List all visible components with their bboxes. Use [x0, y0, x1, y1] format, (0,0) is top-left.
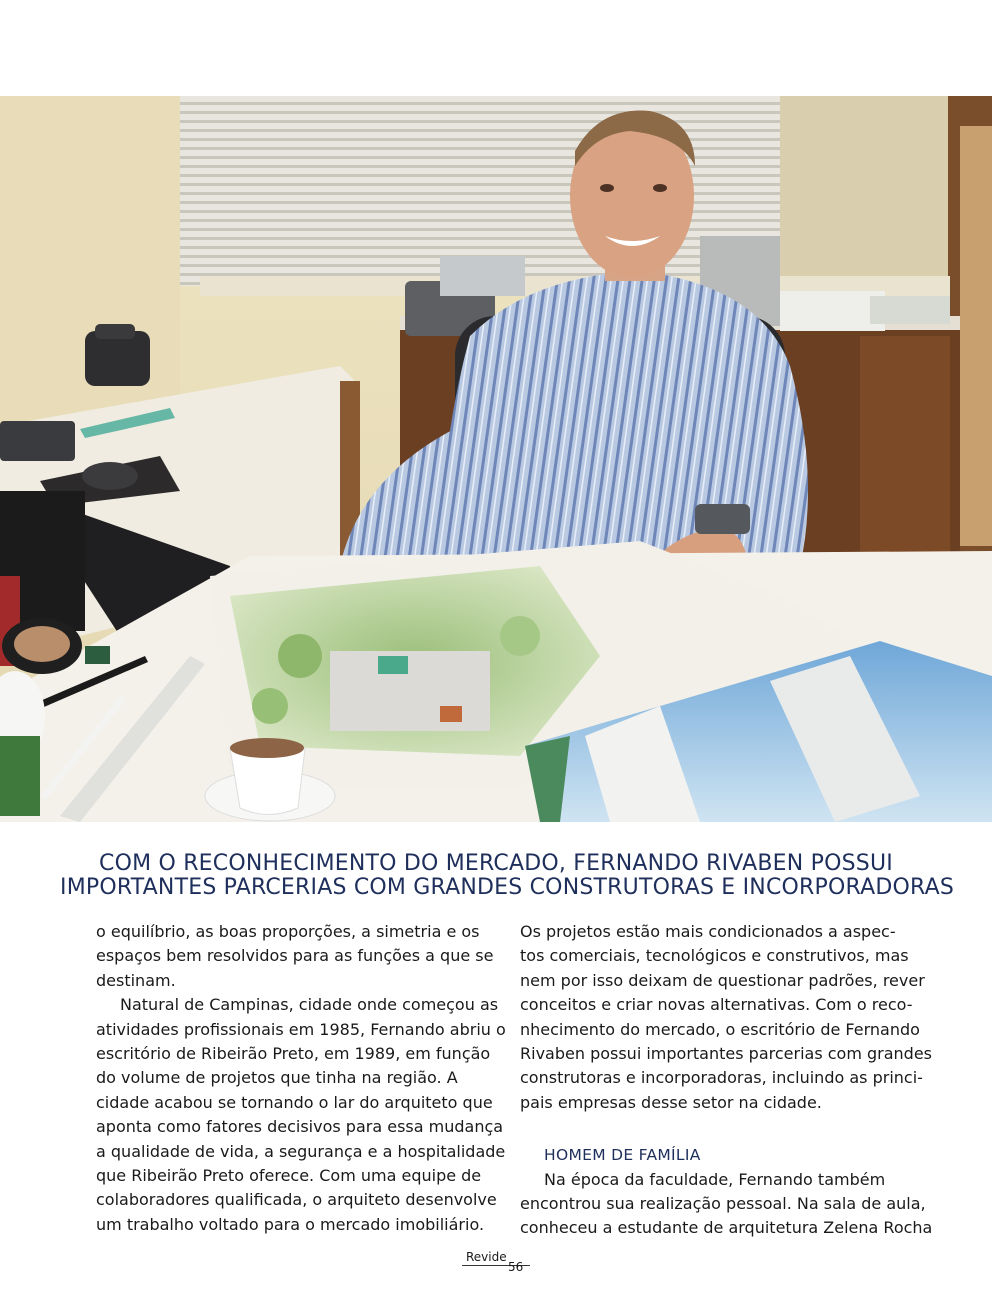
text-line: nhecimento do mercado, o escritório de Fernando — [520, 1019, 920, 1039]
text-line: um trabalho voltado para o mercado imobiliário. — [96, 1214, 485, 1234]
text-line: colaboradores qualificada, o arquiteto desenvolve — [96, 1190, 497, 1210]
text-line: o equilíbrio, as boas proporções, a simetria e os — [96, 922, 480, 941]
text-line: encontrou sua realização pessoal. Na sala de aula, — [520, 1194, 926, 1214]
text-line: escritório de Ribeirão Preto, em 1989, em função — [96, 1044, 491, 1064]
text-line: cidade acabou se tornando o lar do arquiteto que — [96, 1092, 493, 1112]
text-line: que Ribeirão Preto oferece. Com uma equipe de — [96, 1166, 482, 1186]
section-subheading: HOMEM DE FAMÍLIA — [544, 1146, 701, 1165]
text-line: a qualidade de vida, a segurança e a hospitalidade — [96, 1141, 506, 1161]
article-photo — [0, 96, 992, 822]
text-line: destinam. — [96, 970, 176, 990]
article-headline — [60, 851, 954, 900]
text-line: Rivaben possui importantes parcerias com grandes — [520, 1044, 933, 1064]
text-line: espaços bem resolvidos para as funções a que se — [96, 946, 494, 966]
paragraph — [96, 993, 506, 1237]
headline-line: IMPORTANTES PARCERIAS COM GRANDES CONSTRUTORAS E INCORPORADORAS — [60, 875, 954, 900]
text-line: do volume de projetos que tinha na região. A — [96, 1068, 458, 1088]
text-line: construtoras e incorporadoras, incluindo as princi- — [520, 1068, 923, 1088]
text-line: tos comerciais, tecnológicos e construtivos, mas — [520, 946, 909, 966]
text-line: atividades profissionais em 1985, Fernando abriu o — [96, 1019, 506, 1039]
text-line: conheceu a estudante de arquitetura Zelena Rocha — [520, 1218, 933, 1238]
paragraph — [520, 920, 933, 1115]
text-line: pais empresas desse setor na cidade. — [520, 1092, 822, 1112]
magazine-name: Revide — [466, 1250, 507, 1264]
text-line: Na época da faculdade, Fernando também — [544, 1169, 886, 1189]
text-line: conceitos e criar novas alternativas. Com o reco- — [520, 995, 913, 1015]
text-line: Natural de Campinas, cidade onde começou as — [120, 995, 499, 1015]
text-line: Os projetos estão mais condicionados a aspec- — [520, 922, 896, 941]
body-column-left — [96, 920, 506, 1237]
paragraph — [96, 920, 494, 993]
headline-line: COM O RECONHECIMENTO DO MERCADO, FERNANDO RIVABEN POSSUI — [99, 851, 893, 876]
text-line: nem por isso deixam de questionar padrões, rever — [520, 970, 925, 990]
text-line: aponta como fatores decisivos para essa mudança — [96, 1117, 504, 1137]
page-number: 56 — [508, 1260, 524, 1274]
paragraph — [520, 1168, 933, 1241]
body-column-right — [520, 920, 933, 1241]
